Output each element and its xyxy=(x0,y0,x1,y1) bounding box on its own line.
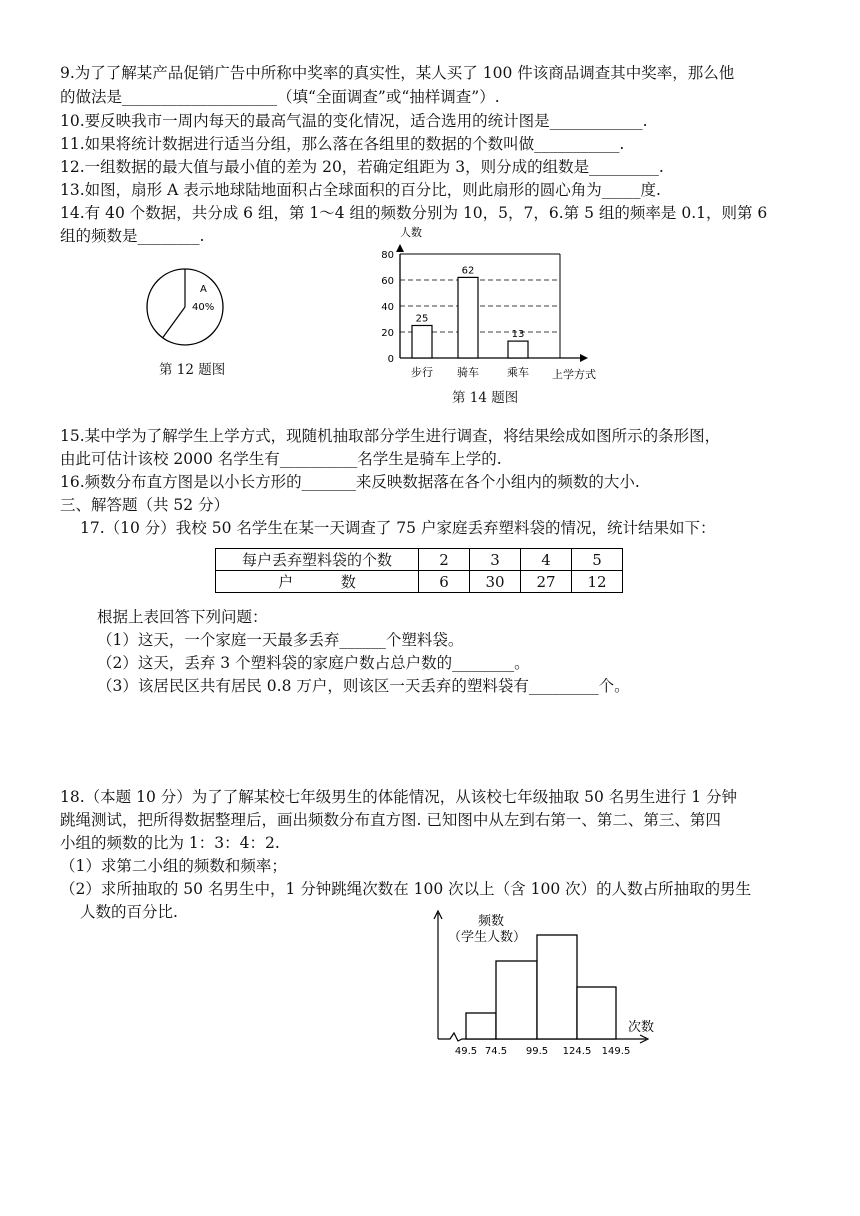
question-17-part-1: （1）这天，一个家庭一天最多丢弃______个塑料袋。 xyxy=(97,631,464,649)
table-cell: 4 xyxy=(521,549,572,571)
y-tick-label: 60 xyxy=(381,276,394,287)
question-14-line-2: 组的频数是________. xyxy=(60,227,205,245)
question-18-line-2: 跳绳测试，把所得数据整理后，画出频数分布直方图. 已知图中从左到右第一、第二、第三、第四 xyxy=(60,811,721,829)
question-15-line-1: 15.某中学为了解学生上学方式，现随机抽取部分学生进行调查，将结果绘成如图所示的条形图， xyxy=(60,427,721,445)
data-label: 25 xyxy=(415,313,429,325)
x-tick-label: 149.5 xyxy=(601,1046,631,1057)
question-12: 12.一组数据的最大值与最小值的差为 20，若确定组距为 3，则分成的组数是_________. xyxy=(60,158,664,176)
pie-slice-label: A xyxy=(200,284,207,295)
pie-slice-percent: 40% xyxy=(192,302,215,313)
row-header-households: 户 数 xyxy=(216,571,419,593)
x-tick-label: 49.5 xyxy=(454,1046,478,1057)
plastic-bag-table xyxy=(215,548,623,593)
bar xyxy=(508,341,528,358)
question-18-part-1: （1）求第二小组的频数和频率； xyxy=(60,857,287,875)
question-9-line-1: 9.为了了解某产品促销广告中所称中奖率的真实性，某人买了 100 件该商品调查其中奖率，那么他 xyxy=(60,64,735,82)
question-17-intro: 根据上表回答下列问题： xyxy=(97,608,268,626)
table-row xyxy=(216,549,623,571)
commute-bar-chart xyxy=(360,222,620,382)
histogram-bar xyxy=(496,961,537,1039)
x-axis-arrow xyxy=(580,354,588,362)
histogram-y-label-2: （学生人数） xyxy=(448,930,527,945)
question-17-part-3: （3）该居民区共有居民 0.8 万户，则该区一天丢弃的塑料袋有_________个。 xyxy=(97,677,630,695)
table-cell: 6 xyxy=(419,571,470,593)
x-tick-label: 乘车 xyxy=(507,366,529,379)
bar xyxy=(412,326,432,359)
pie-chart xyxy=(140,262,230,352)
question-11: 11.如果将统计数据进行适当分组，那么落在各组里的数据的个数叫做___________. xyxy=(60,135,625,153)
x-axis-label: 上学方式 xyxy=(552,368,596,381)
question-17-part-2: （2）这天，丢弃 3 个塑料袋的家庭户数占总户数的________。 xyxy=(97,654,530,672)
histogram-bar xyxy=(537,935,577,1039)
y-tick-label: 20 xyxy=(381,328,394,339)
bar xyxy=(458,277,478,358)
y-axis-label: 人数 xyxy=(400,226,422,239)
question-18-line-1: 18.（本题 10 分）为了了解某校七年级男生的体能情况，从该校七年级抽取 50 名男生进行 1 分钟 xyxy=(60,788,738,806)
y-tick-label: 80 xyxy=(381,250,394,261)
question-14-line-1: 14.有 40 个数据，共分成 6 组，第 1～4 组的频数分别为 10，5，7，6.第 5 组的频率是 0.1，则第 6 xyxy=(60,204,768,222)
row-header-bag-count: 每户丢弃塑料袋的个数 xyxy=(216,549,419,571)
table-cell: 12 xyxy=(572,571,623,593)
x-tick-label: 99.5 xyxy=(525,1046,549,1057)
question-17: 17.（10 分）我校 50 名学生在某一天调查了 75 户家庭丢弃塑料袋的情况，统计结果如下： xyxy=(80,519,716,537)
x-tick-label: 124.5 xyxy=(562,1046,592,1057)
data-label: 13 xyxy=(511,329,525,341)
histogram-bar xyxy=(466,1013,496,1039)
question-18-part-2-line-2: 人数的百分比. xyxy=(80,903,178,921)
x-tick-label: 骑车 xyxy=(457,366,479,379)
question-9-line-2: 的做法是____________________（填“全面调查”或“抽样调查”）. xyxy=(60,88,500,106)
histogram-y-label-1: 频数 xyxy=(478,914,505,929)
table-cell: 5 xyxy=(572,549,623,571)
x-tick-label: 74.5 xyxy=(484,1046,508,1057)
question-10: 10.要反映我市一周内每天的最高气温的变化情况，适合选用的统计图是____________. xyxy=(60,112,648,130)
y-tick-label: 0 xyxy=(387,354,394,365)
table-row xyxy=(216,571,623,593)
y-axis-arrow xyxy=(396,244,404,252)
caption-fig-14: 第 14 题图 xyxy=(452,390,519,406)
table-cell: 3 xyxy=(470,549,521,571)
table-cell: 27 xyxy=(521,571,572,593)
question-15-line-2: 由此可估计该校 2000 名学生有__________名学生是骑车上学的. xyxy=(60,450,502,468)
caption-fig-12: 第 12 题图 xyxy=(159,362,226,378)
y-tick-label: 40 xyxy=(381,302,394,313)
histogram-x-label: 次数 xyxy=(628,1020,655,1035)
table-cell: 2 xyxy=(419,549,470,571)
question-13: 13.如图，扇形 A 表示地球陆地面积占全球面积的百分比，则此扇形的圆心角为_____度. xyxy=(60,181,661,199)
histogram-bar xyxy=(577,987,616,1039)
question-18-line-3: 小组的频数的比为 1：3：4：2. xyxy=(60,834,280,852)
table-cell: 30 xyxy=(470,571,521,593)
question-16: 16.频数分布直方图是以小长方形的_______来反映数据落在各个小组内的频数的大小. xyxy=(60,473,640,491)
x-tick-label: 步行 xyxy=(411,366,433,379)
section-3-heading: 三、解答题（共 52 分） xyxy=(60,496,230,514)
question-18-part-2-line-1: （2）求所抽取的 50 名男生中，1 分钟跳绳次数在 100 次以上（含 100 次）的人数占所抽取的男生 xyxy=(60,880,752,898)
jump-rope-histogram xyxy=(420,905,680,1065)
data-label: 62 xyxy=(461,265,475,277)
